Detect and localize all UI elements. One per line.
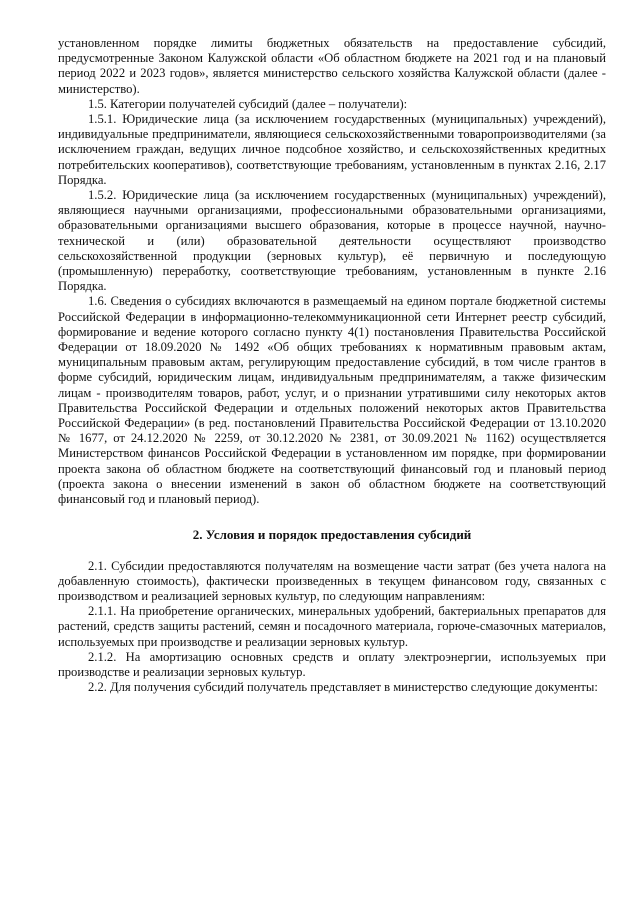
paragraph-2-1-2: 2.1.2. На амортизацию основных средств и оплату электроэнергии, используемых при производстве и реализации зерновых культур. — [58, 649, 606, 679]
paragraph-1-6: 1.6. Сведения о субсидиях включаются в размещаемый на едином портале бюджетной системы Российской Федерации в информационно-телекоммуникационной сети Интернет реестр субсидий, формирование и ведение которого согласно пункту 4(1) постановления Правительства Российской Федерации от 18.09.2020 № 1492 «Об общих требованиях к нормативным правовым актам, муниципальным правовым актам, регулирующим предоставление субсидий, в том числе грантов в форме субсидий, юридическим лицам, индивидуальным предпринимателям, а также физическим лицам - производителям товаров, работ, услуг, и о признании утратившими силу некоторых актов Правительства Российской Федерации и отдельных положений некоторых актов Правительства Российской Федерации» (в ред. постановлений Правительства Российской Федерации от 13.10.2020 № 1677, от 24.12.2020 № 2259, от 30.12.2020 № 2381, от 30.09.2021 № 1162) осуществляется Министерством финансов Российской Федерации в установленном им порядке, при формировании проекта закона об областном бюджете на соответствующий финансовый год и плановый период (проекта закона о внесении изменений в закон об областном бюджете на соответствующий финансовый год и плановый период). — [58, 294, 606, 507]
paragraph-1-5: 1.5. Категории получателей субсидий (далее – получатели): — [88, 96, 408, 111]
paragraph-1-5-2: 1.5.2. Юридические лица (за исключением государственных (муниципальных) учреждений), являющиеся научными организациями, профессиональными образовательными организациями, образовательными организациями высшего образования, которые в процессе научной, научно-технической и (или) образовательной деятельности осуществляют производство сельскохозяйственной продукции (зерновых культур), её первичную и последующую (промышленную) переработку, соответствующие требованиям, установленным в пункте 2.16 Порядка. — [58, 188, 606, 294]
paragraph-2-2: 2.2. Для получения субсидий получатель представляет в министерство следующие документы: — [88, 680, 598, 695]
paragraph-2-1-1: 2.1.1. На приобретение органических, минеральных удобрений, бактериальных препаратов для растений, средств защиты растений, семян и посадочного материала, горюче-смазочных материалов, используемых при производстве и реализации зерновых культур. — [58, 604, 606, 649]
paragraph-2-1: 2.1. Субсидии предоставляются получателям на возмещение части затрат (без учета налога на добавленную стоимость), фактически произведенных в текущем финансовом году, связанных с производством и реализацией зерновых культур, по следующим направлениям: — [58, 558, 606, 603]
section-heading: 2. Условия и порядок предоставления субсидий — [192, 527, 472, 543]
paragraph-continuation: установленном порядке лимиты бюджетных обязательств на предоставление субсидий, предусмотренные Законом Калужской области «Об областном бюджете на 2021 год и на плановый период 2022 и 2023 годов», является министерство сельского хозяйства Калужской области (далее - министерство). — [58, 36, 606, 96]
paragraph-1-5-1: 1.5.1. Юридические лица (за исключением государственных (муниципальных) учреждений), индивидуальные предприниматели, являющиеся сельскохозяйственными товаропроизводителями (за исключением граждан, ведущих личное подсобное хозяйство, и сельскохозяйственных кредитных потребительских кооперативов), соответствующие требованиям, установленным в пунктах 2.16, 2.17 Порядка. — [58, 112, 606, 187]
